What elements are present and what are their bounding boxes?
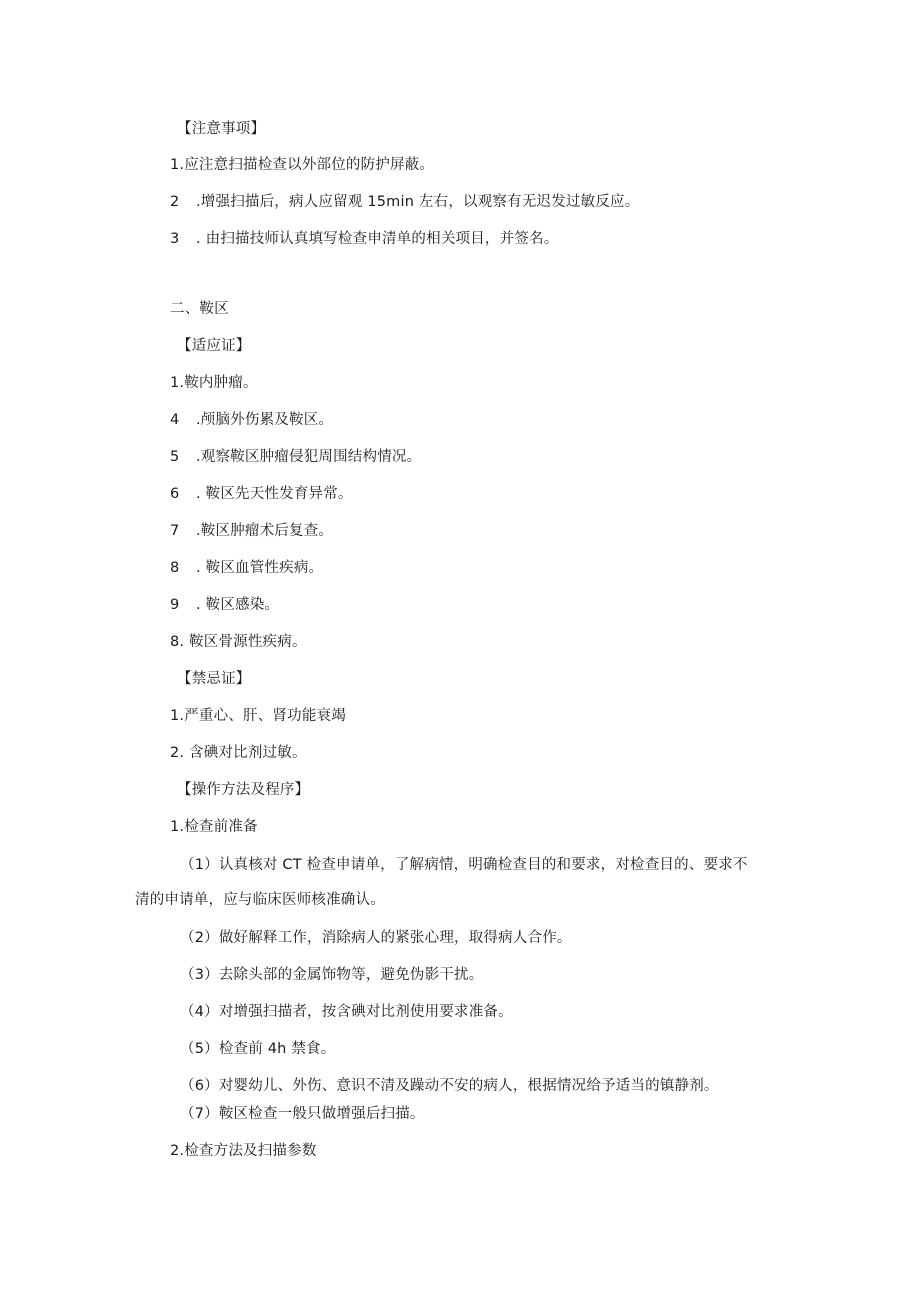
item-text: 鞍区检查一般只做增强后扫描。 — [218, 1106, 425, 1122]
indication-item-7 — [170, 595, 279, 615]
prep-item-4 — [180, 1002, 513, 1022]
procedure-heading: 【操作方法及程序】 — [177, 782, 310, 798]
indications-heading: 【适应证】 — [177, 338, 251, 354]
prep-title: 1.检查前准备 — [170, 819, 258, 835]
item-text: .鞍区肿瘤术后复查。 — [196, 523, 334, 539]
item-text: . 鞍区血管性疾病。 — [196, 560, 324, 576]
indication-item-3 — [170, 447, 421, 467]
item-number: 8 — [170, 560, 180, 576]
precaution-item-2 — [170, 192, 639, 212]
item-number: （3） — [180, 967, 219, 983]
item-text: .增强扫描后，病人应留观 15min 左右，以观察有无迟发过敏反应。 — [196, 194, 640, 210]
item-number: 5 — [170, 449, 180, 465]
item-text: 对增强扫描者，按含碘对比剂使用要求准备。 — [218, 1004, 513, 1020]
indication-item-2 — [170, 410, 333, 430]
prep-item-5 — [180, 1039, 335, 1059]
item-text: . 鞍区先天性发育异常。 — [196, 486, 353, 502]
prep-item-1-continued: 清的申请单，应与临床医师核准确认。 — [135, 892, 385, 908]
method-title: 2.检查方法及扫描参数 — [170, 1143, 317, 1159]
indication-item-8: 8. 鞍区骨源性疾病。 — [170, 634, 307, 650]
item-text: 对婴幼儿、外伤、意识不清及躁动不安的病人，根据情况给予适当的镇静剂。 — [218, 1078, 719, 1094]
item-number: 4 — [170, 412, 180, 428]
item-number: （4） — [180, 1004, 219, 1020]
indication-item-4 — [170, 484, 353, 504]
precaution-item-3 — [170, 229, 558, 249]
item-text: .观察鞍区肿瘤侵犯周围结构情况。 — [196, 449, 422, 465]
item-number: 6 — [170, 486, 180, 502]
item-text: 检查前 4h 禁食。 — [218, 1041, 336, 1057]
prep-item-3 — [180, 965, 483, 985]
indication-item-1: 1.鞍内肿瘤。 — [170, 375, 258, 391]
section-title: 二、鞍区 — [170, 301, 229, 317]
prep-item-2 — [180, 928, 572, 948]
prep-item-1 — [180, 855, 748, 875]
precautions-heading: 【注意事项】 — [177, 121, 266, 137]
prep-item-6 — [180, 1076, 719, 1096]
contraindication-item-1: 1.严重心、肝、肾功能衰竭 — [170, 708, 346, 724]
item-number: 9 — [170, 597, 180, 613]
contraindication-item-2: 2. 含碘对比剂过敏。 — [170, 745, 307, 761]
item-number: （6） — [180, 1078, 219, 1094]
contraindications-heading: 【禁忌证】 — [177, 671, 251, 687]
item-text: 去除头部的金属饰物等，避免伪影干扰。 — [218, 967, 484, 983]
item-number: 2 — [170, 194, 180, 210]
item-text: . 鞍区感染。 — [196, 597, 280, 613]
indication-item-5 — [170, 521, 333, 541]
item-number: （2） — [180, 930, 219, 946]
precaution-item-1: 1.应注意扫描检查以外部位的防护屏蔽。 — [170, 157, 435, 173]
item-number: 7 — [170, 523, 180, 539]
item-text: 做好解释工作，消除病人的紧张心理，取得病人合作。 — [218, 930, 572, 946]
indication-item-6 — [170, 558, 323, 578]
prep-item-7 — [180, 1104, 425, 1124]
item-text: .颅脑外伤累及鞍区。 — [196, 412, 334, 428]
item-number: （5） — [180, 1041, 219, 1057]
item-number: （1） — [180, 857, 219, 873]
item-number: 3 — [170, 231, 180, 247]
item-text: 认真核对 CT 检查申请单，了解病情，明确检查目的和要求，对检查目的、要求不 — [218, 857, 748, 873]
item-text: . 由扫描技师认真填写检查申清单的相关项目，并签名。 — [196, 231, 559, 247]
item-number: （7） — [180, 1106, 219, 1122]
